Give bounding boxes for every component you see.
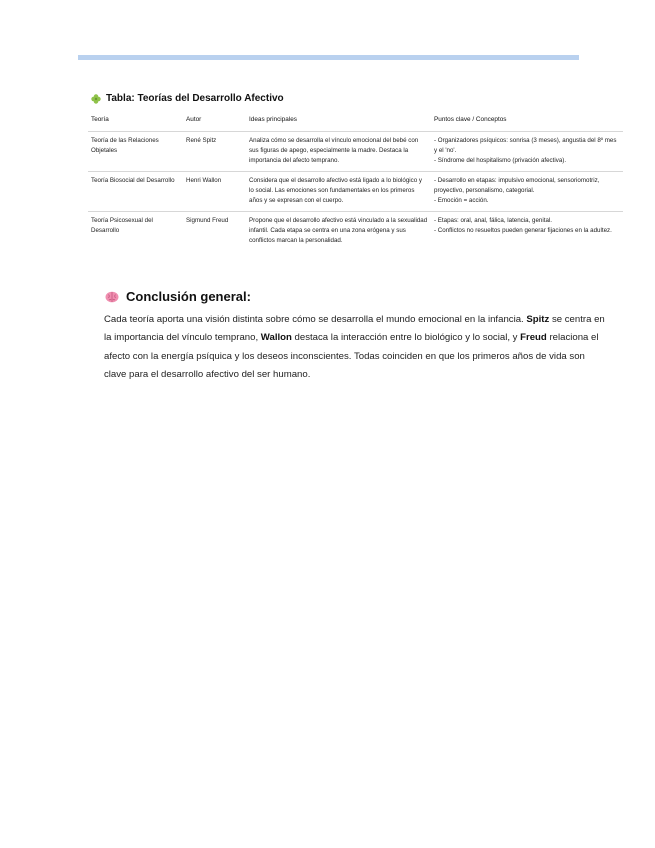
cell-puntos — [431, 132, 623, 172]
cell-point: - Etapas: oral, anal, fálica, latencia, genital. — [434, 217, 552, 224]
cell-teoria: Teoría Biosocial del Desarrollo — [88, 172, 183, 212]
cell-point: - Organizadores psíquicos: sonrisa (3 meses), angustia del 8º mes y el 'no'. — [434, 137, 617, 154]
conclusion-paragraph — [104, 311, 607, 385]
table-title-text: Tabla: Teorías del Desarrollo Afectivo — [106, 93, 284, 104]
cell-point: - Desarrollo en etapas: impulsivo emocional, sensoriomotriz, proyectivo, personalismo, categorial. — [434, 177, 600, 194]
header-ideas: Ideas principales — [249, 116, 297, 123]
cell-ideas: Considera que el desarrollo afectivo está ligado a lo biológico y lo social. Las emociones son fundamentales en los primeros años y se expresan con el cuerpo. — [246, 172, 431, 212]
author-spitz: Spitz — [526, 314, 550, 325]
conclusion-text-part: Cada teoría aporta una visión distinta sobre cómo se desarrolla el mundo emocional en la infancia. — [104, 314, 527, 325]
cell-point: - Síndrome del hospitalismo (privación afectiva). — [434, 157, 567, 164]
cell-autor: Henri Wallon — [183, 172, 246, 212]
author-freud: Freud — [520, 332, 547, 344]
table-row — [88, 212, 623, 252]
header-divider-bar — [78, 55, 579, 60]
conclusion-heading — [105, 289, 251, 304]
cell-teoria: Teoría de las Relaciones Objetales — [88, 132, 183, 172]
table-title — [91, 93, 284, 104]
cell-point: - Emoción = acción. — [434, 197, 489, 204]
cell-puntos — [431, 212, 623, 252]
header-autor: Autor — [186, 116, 202, 123]
conclusion-text-part: se centra en la importancia del vínculo temprano, — [104, 314, 605, 344]
cell-teoria: Teoría Psicosexual del Desarrollo — [88, 212, 183, 252]
cell-point: - Conflictos no resueltos pueden generar fijaciones en la adultez. — [434, 227, 612, 234]
brain-icon — [105, 291, 119, 303]
table-row — [88, 172, 623, 212]
conclusion-text-part: destaca la interacción entre lo biológico y lo social, y — [291, 332, 521, 344]
cell-ideas: Analiza cómo se desarrolla el vínculo emocional del bebé con sus figuras de apego, especialmente la madre. Destaca la importancia del afecto temprano. — [246, 132, 431, 172]
table-header-row — [88, 115, 623, 132]
conclusion-title-text: Conclusión general: — [126, 289, 251, 304]
cell-autor: Sigmund Freud — [183, 212, 246, 252]
clover-icon — [91, 94, 101, 104]
cell-autor: René Spitz — [183, 132, 246, 172]
table-row — [88, 132, 623, 172]
author-wallon: Wallon — [260, 332, 292, 344]
header-puntos: Puntos clave / Conceptos — [434, 116, 507, 123]
conclusion-text-part: relaciona el afecto con la energía psíquica y los deseos inconscientes. Todas coinciden en que los primeros años de vida son clave para el desarrollo afectivo del ser humano. — [104, 332, 599, 381]
theories-table — [88, 115, 623, 251]
cell-ideas: Propone que el desarrollo afectivo está vinculado a la sexualidad infantil. Cada etapa se centra en una zona erógena y sus conflictos marcan la personalidad. — [246, 212, 431, 252]
header-teoria: Teoría — [91, 116, 109, 123]
cell-puntos — [431, 172, 623, 212]
